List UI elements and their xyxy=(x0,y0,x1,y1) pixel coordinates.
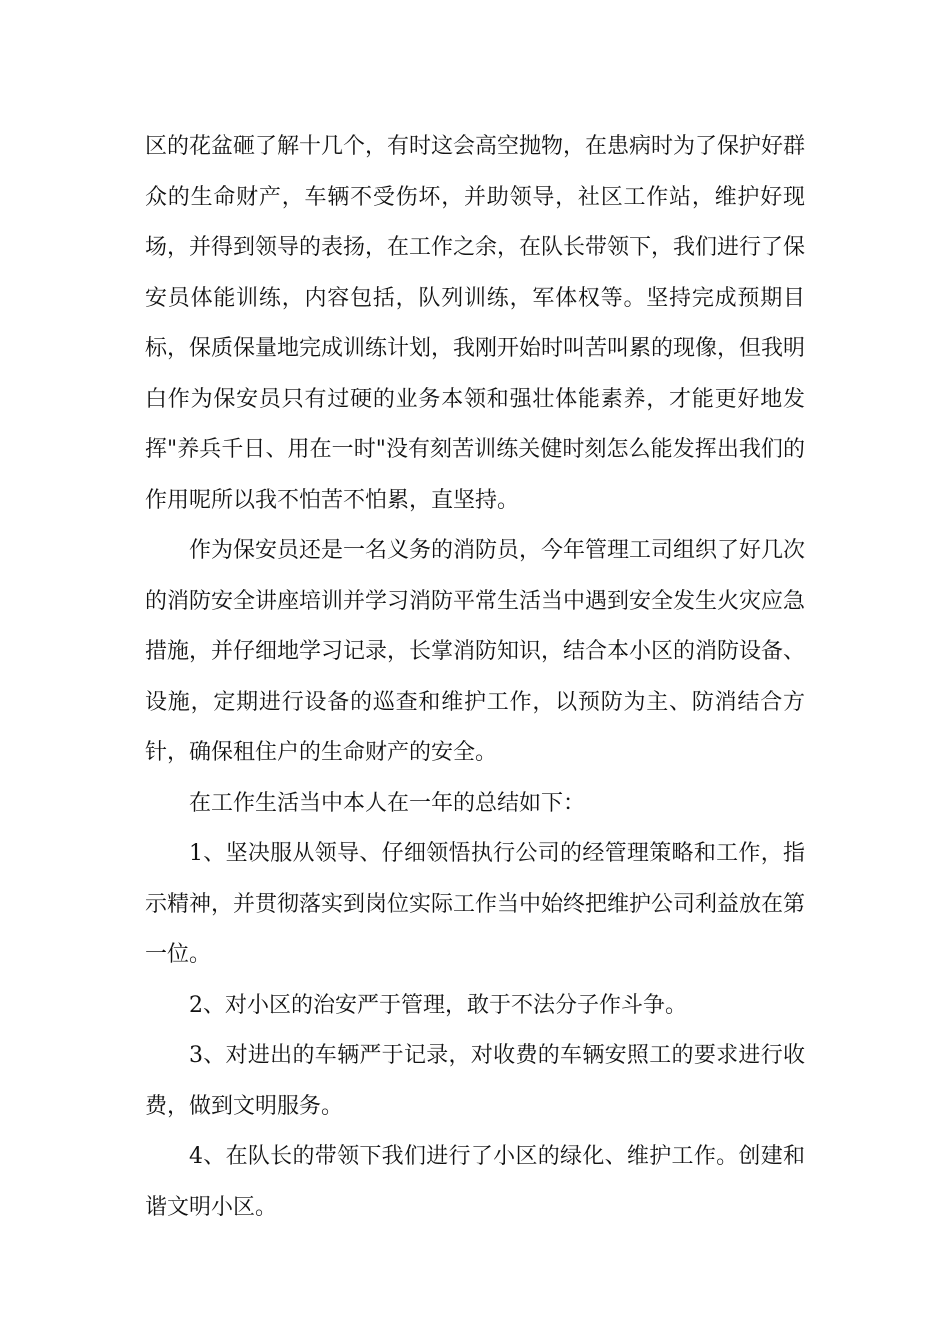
document-body xyxy=(145,122,805,1233)
paragraph-continuation: 区的花盆砸了解十几个，有时这会高空抛物，在患病时为了保护好群众的生命财产，车辆不受伤坏，并助领导，社区工作站，维护好现场，并得到领导的表扬，在工作之余，在队长带领下，我们进行了保安员体能训练，内容包括，队列训练，军体权等。坚持完成预期目标，保质保量地完成训练计划，我刚开始时叫苦叫累的现像，但我明白作为保安员只有过硬的业务本领和强壮体能素养，才能更好地发挥"养兵千日、用在一时"没有刻苦训练关健时刻怎么能发挥出我们的作用呢所以我不怕苦不怕累，直坚持。 xyxy=(145,134,806,513)
list-item-2: 2、对小区的治安严于管理，敢于不法分子作斗争。 xyxy=(189,992,687,1018)
list-item-3: 3、对进出的车辆严于记录，对收费的车辆安照工的要求进行收费，做到文明服务。 xyxy=(145,1043,805,1119)
paragraph-fire-safety: 作为保安员还是一名义务的消防员，今年管理工司组织了好几次的消防安全讲座培训并学习消防平常生活当中遇到安全发生火灾应急措施，并仔细地学习记录，长掌消防知识，结合本小区的消防设备、设施，定期进行设备的巡查和维护工作，以预防为主、防消结合方针，确保租住户的生命财产的安全。 xyxy=(145,538,806,765)
list-item-4: 4、在队长的带领下我们进行了小区的绿化、维护工作。创建和谐文明小区。 xyxy=(145,1144,805,1220)
list-item-1: 1、坚决服从领导、仔细领悟执行公司的经管理策略和工作，指示精神，并贯彻落实到岗位实际工作当中始终把维护公司利益放在第一位。 xyxy=(145,841,806,967)
paragraph-summary-intro: 在工作生活当中本人在一年的总结如下： xyxy=(189,790,586,816)
